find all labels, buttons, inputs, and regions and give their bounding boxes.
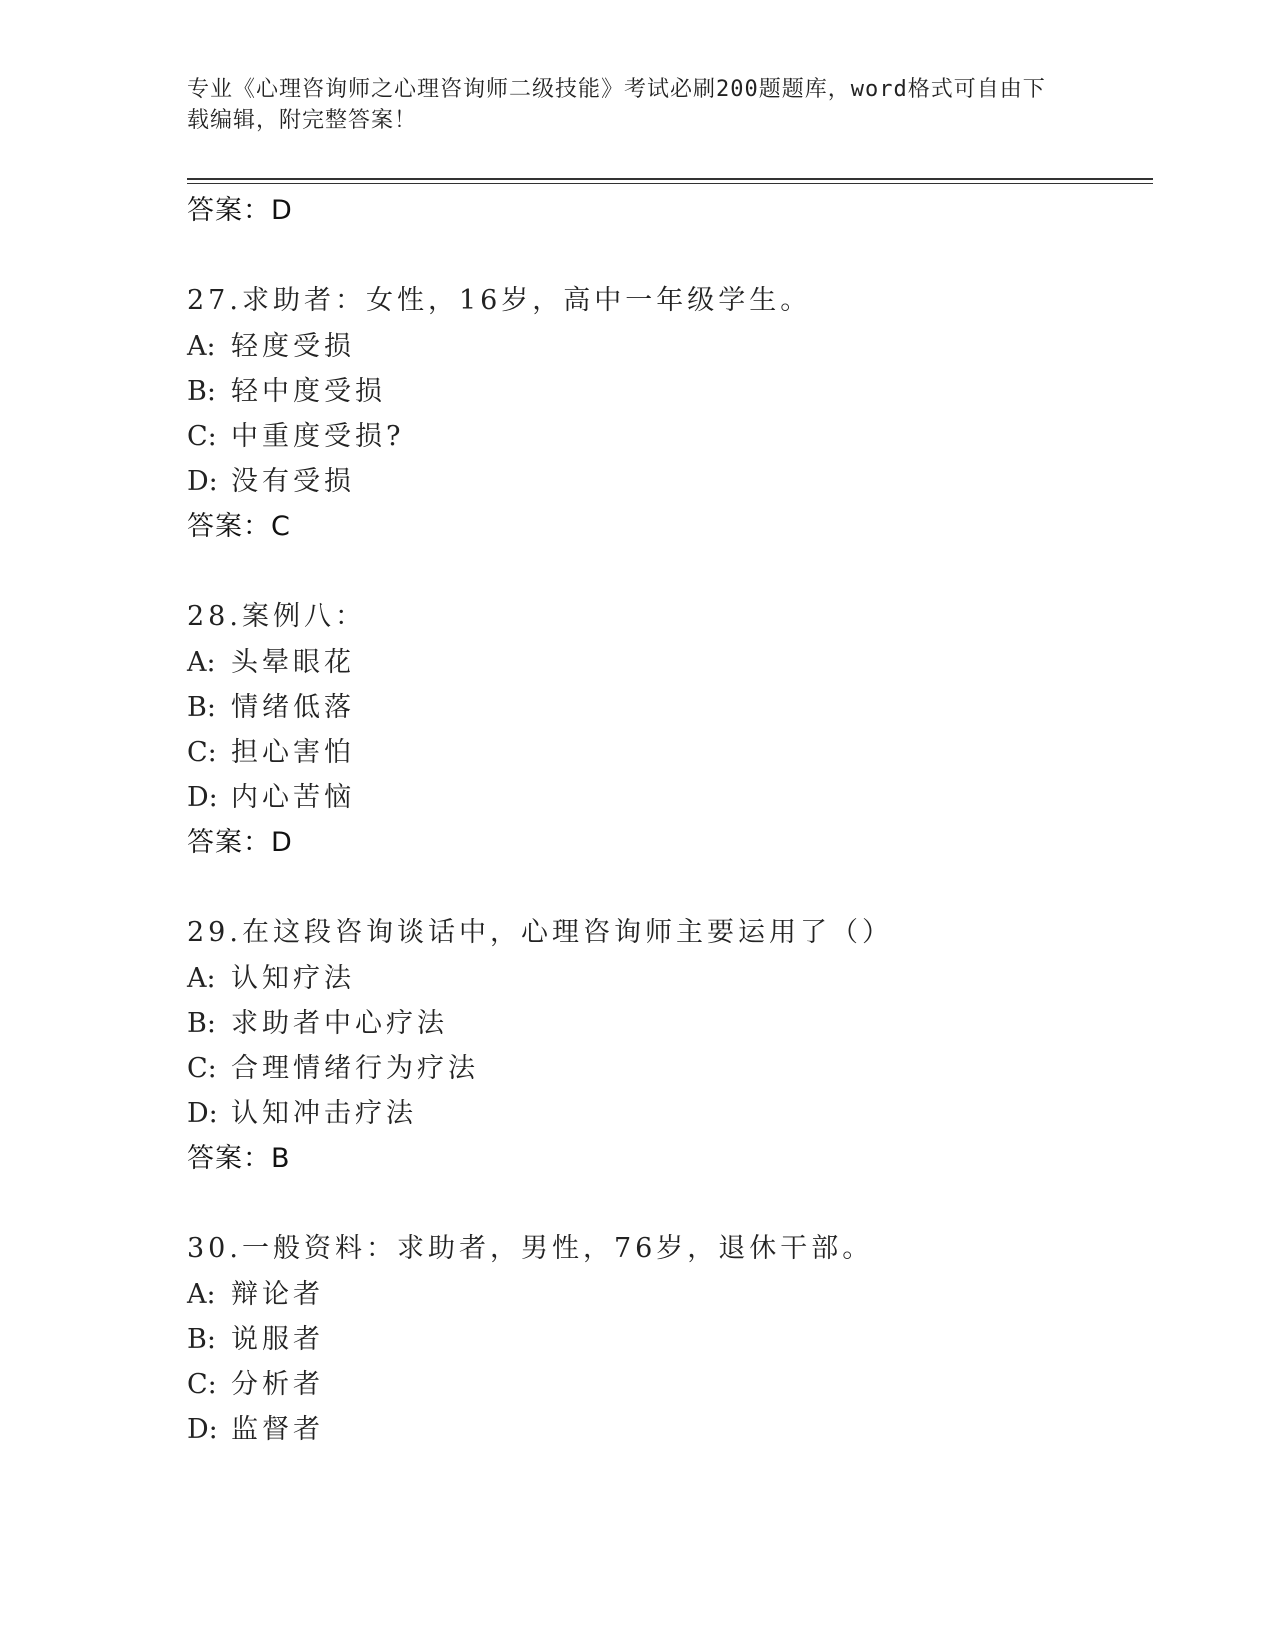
option-b xyxy=(187,685,1153,730)
option-letter: A: xyxy=(187,963,216,994)
option-d xyxy=(187,1091,1153,1136)
option-text: 轻中度受损 xyxy=(231,376,386,407)
option-letter: D: xyxy=(187,1414,218,1445)
option-letter: C: xyxy=(187,1053,217,1084)
option-b xyxy=(187,369,1153,414)
option-a xyxy=(187,956,1153,1001)
option-b xyxy=(187,1317,1153,1362)
option-text: 认知疗法 xyxy=(231,963,355,994)
option-letter: D: xyxy=(187,466,218,497)
option-letter: D: xyxy=(187,782,218,813)
question-list xyxy=(187,188,1153,1452)
option-a xyxy=(187,640,1153,685)
header-rule-thick xyxy=(187,178,1153,180)
option-letter: A: xyxy=(187,647,216,678)
answer-line: 答案：C xyxy=(187,511,291,542)
answer-line: 答案：B xyxy=(187,1143,291,1174)
option-letter: A: xyxy=(187,331,216,362)
option-text: 分析者 xyxy=(231,1369,324,1400)
option-text: 情绪低落 xyxy=(231,692,355,723)
option-text: 监督者 xyxy=(231,1414,324,1445)
option-letter: B: xyxy=(187,692,216,723)
option-letter: C: xyxy=(187,1369,217,1400)
option-text: 合理情绪行为疗法 xyxy=(231,1053,479,1084)
option-a xyxy=(187,324,1153,369)
answer-line: 答案：D xyxy=(187,827,293,858)
option-c xyxy=(187,414,1153,459)
option-text: 内心苦恼 xyxy=(231,782,355,813)
question-27: 27.求助者：女性，16岁，高中一年级学生。 xyxy=(187,285,812,316)
document-header: 专业《心理咨询师之心理咨询师二级技能》考试必刷200题题库，word格式可自由下载编辑，附完整答案！ xyxy=(187,77,1046,133)
option-b xyxy=(187,1001,1153,1046)
option-c xyxy=(187,1362,1153,1407)
option-text: 头晕眼花 xyxy=(231,647,355,678)
question-28: 28.案例八： xyxy=(187,601,366,632)
option-text: 求助者中心疗法 xyxy=(231,1008,448,1039)
option-letter: B: xyxy=(187,1324,216,1355)
header-rule-thin xyxy=(187,183,1153,184)
option-c xyxy=(187,1046,1153,1091)
option-text: 没有受损 xyxy=(231,466,355,497)
option-d xyxy=(187,775,1153,820)
option-letter: B: xyxy=(187,376,216,407)
option-text: 辩论者 xyxy=(231,1279,324,1310)
option-d xyxy=(187,459,1153,504)
option-text: 担心害怕 xyxy=(231,737,355,768)
option-text: 说服者 xyxy=(231,1324,324,1355)
question-30: 30.一般资料：求助者，男性，76岁，退休干部。 xyxy=(187,1233,874,1264)
answer-line: 答案：D xyxy=(187,195,293,226)
option-c xyxy=(187,730,1153,775)
option-a xyxy=(187,1272,1153,1317)
option-letter: A: xyxy=(187,1279,216,1310)
option-letter: C: xyxy=(187,421,217,452)
option-text: 轻度受损 xyxy=(231,331,355,362)
option-d xyxy=(187,1407,1153,1452)
question-29: 29.在这段咨询谈话中，心理咨询师主要运用了（） xyxy=(187,917,893,948)
option-letter: C: xyxy=(187,737,217,768)
option-text: 中重度受损? xyxy=(231,421,405,452)
option-letter: B: xyxy=(187,1008,216,1039)
option-text: 认知冲击疗法 xyxy=(231,1098,417,1129)
option-letter: D: xyxy=(187,1098,218,1129)
